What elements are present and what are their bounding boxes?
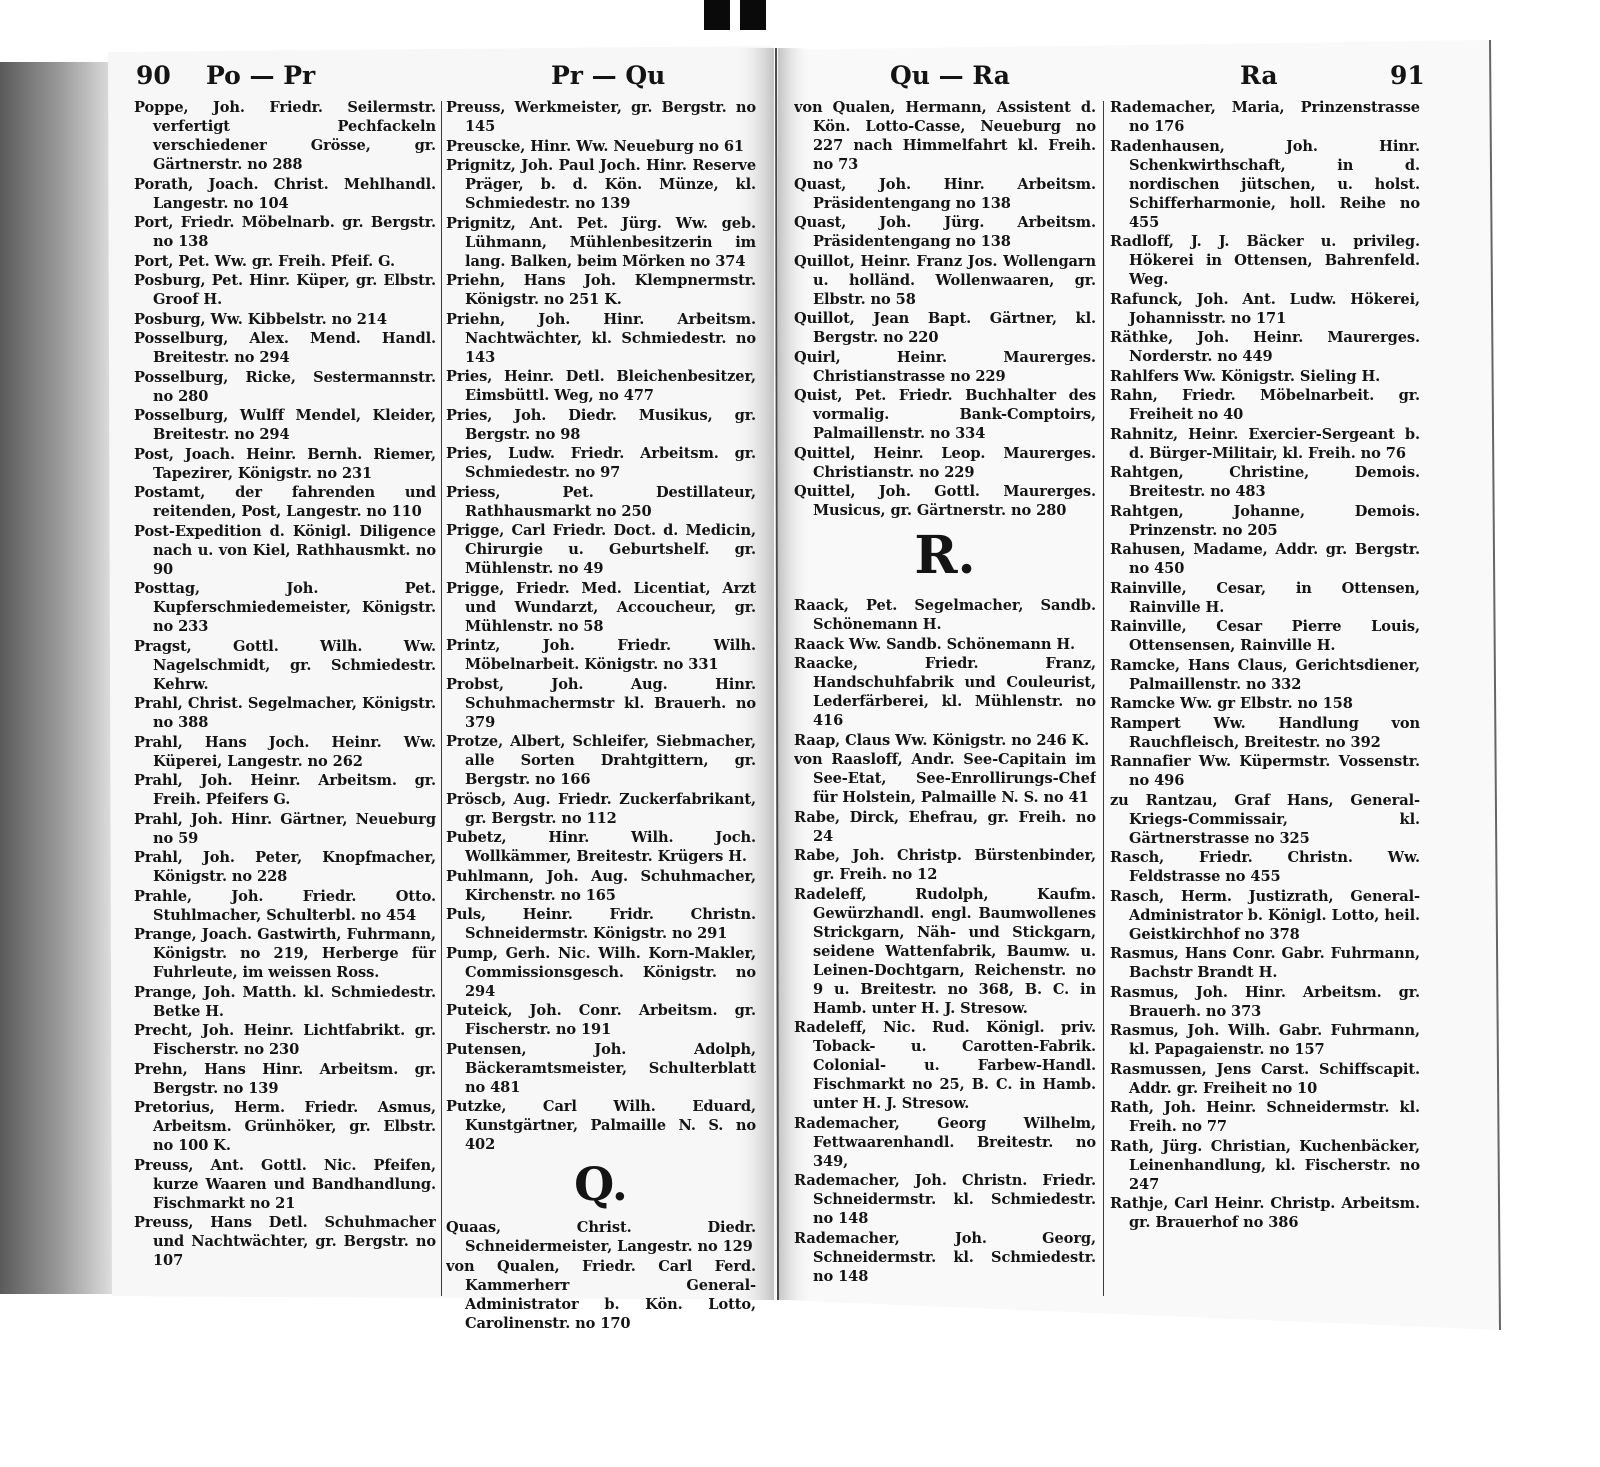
directory-entry: Rasmussen, Jens Carst. Schiffscapit. Addr. gr. Freiheit no 10	[1110, 1060, 1420, 1097]
directory-entry: Rahusen, Madame, Addr. gr. Bergstr. no 450	[1110, 541, 1420, 577]
directory-entry: Rahnitz, Heinr. Exercier-Sergeant b. d. Bürger-Militair, kl. Freih. no 76	[1110, 425, 1420, 462]
directory-entry: Prahl, Hans Joch. Heinr. Ww. Küperei, Langestr. no 262	[134, 733, 436, 770]
section-letter-heading: Q.	[574, 1157, 628, 1211]
right-page-column-2	[1110, 98, 1420, 1233]
directory-entry: Rasmus, Joh. Hinr. Arbeitsm. gr. Brauerh. no 373	[1110, 983, 1420, 1020]
directory-entry: Prigge, Friedr. Med. Licentiat, Arzt und Wundarzt, Accoucheur, gr. Mühlenstr. no 58	[446, 579, 756, 635]
directory-entry: Quittel, Joh. Gottl. Maurerges. Musicus, gr. Gärtnerstr. no 280	[794, 483, 1096, 519]
running-head-left: Po — Pr	[206, 61, 316, 90]
right-page-header	[792, 61, 1432, 101]
directory-entry: Quillot, Heinr. Franz Jos. Wollengarn u. holländ. Wollenwaaren, gr. Elbstr. no 58	[794, 252, 1096, 308]
directory-entry: Prahl, Joh. Heinr. Arbeitsm. gr. Freih. Pfeifers G.	[134, 772, 436, 808]
directory-entry: Quittel, Heinr. Leop. Maurerges. Christianstr. no 229	[794, 444, 1096, 481]
right-page	[792, 55, 1432, 1295]
column-divider	[441, 101, 442, 1296]
directory-entry: Poppe, Joh. Friedr. Seilermstr. verfertigt Pechfackeln verschiedener Grösse, gr. Gärtnerstr. no 288	[134, 99, 436, 173]
directory-entry: Quirl, Heinr. Maurerges. Christianstrasse no 229	[794, 348, 1096, 385]
directory-entry: Rademacher, Georg Wilhelm, Fettwaarenhandl. Breitestr. no 349,	[794, 1114, 1096, 1170]
directory-entry: Raack Ww. Sandb. Schönemann H.	[794, 635, 1076, 653]
directory-entry: Post, Joach. Heinr. Bernh. Riemer, Tapezirer, Königstr. no 231	[134, 445, 436, 482]
left-page	[126, 55, 756, 1332]
directory-entry: Pries, Joh. Diedr. Musikus, gr. Bergstr. no 98	[446, 406, 756, 443]
directory-entry: Rath, Joh. Heinr. Schneidermstr. kl. Freih. no 77	[1110, 1099, 1420, 1135]
directory-entry: Radeleff, Rudolph, Kaufm. Gewürzhandl. engl. Baumwollenes Strickgarn, Näh- und Stickgarn, seidene Wattenfabrik, Baumw. u. Leinen-Dochtgarn, Reichenstr. no 9 u. Breitestr. no 368, B. C. in Hamb. unter H. J. Stresow.	[794, 885, 1096, 1017]
left-page-header	[126, 61, 756, 101]
directory-entry: Quaas, Christ. Diedr. Schneidermeister, Langestr. no 129	[446, 1219, 756, 1255]
directory-entry: Quist, Pet. Friedr. Buchhalter des vormalig. Bank-Comptoirs, Palmaillenstr. no 334	[794, 387, 1096, 442]
directory-entry: Putzke, Carl Wilh. Eduard, Kunstgärtner, Palmaille N. S. no 402	[446, 1098, 756, 1153]
directory-entry: Rademacher, Maria, Prinzenstrasse no 176	[1110, 99, 1420, 135]
directory-entry: von Raasloff, Andr. See-Capitain im See-Etat, See-Enrollirungs-Chef für Holstein, Palmaille N. S. no 41	[794, 751, 1096, 806]
directory-entry: Quast, Joh. Jürg. Arbeitsm. Präsidentengang no 138	[794, 214, 1096, 250]
directory-entry: Postamt, der fahrenden und reitenden, Post, Langestr. no 110	[134, 484, 436, 520]
directory-entry: Rasch, Herm. Justizrath, General-Administrator b. Königl. Lotto, heil. Geistkirchhof no 378	[1110, 887, 1420, 943]
directory-entry: Raack, Pet. Segelmacher, Sandb. Schönemann H.	[794, 597, 1096, 633]
directory-entry: Prehn, Hans Hinr. Arbeitsm. gr. Bergstr. no 139	[134, 1060, 436, 1097]
running-head-right: Pr — Qu	[551, 61, 666, 90]
directory-entry: Porath, Joach. Christ. Mehlhandl. Langestr. no 104	[134, 175, 436, 212]
directory-entry: von Qualen, Hermann, Assistent d. Kön. Lotto-Casse, Neueburg no 227 nach Himmelfahrt kl. Freih. no 73	[794, 99, 1096, 173]
directory-entry: Protze, Albert, Schleifer, Siebmacher, alle Sorten Drahtgittern, gr. Bergstr. no 166	[446, 733, 756, 788]
directory-entry: Rahn, Friedr. Möbelnarbeit. gr. Freiheit no 40	[1110, 387, 1420, 423]
left-page-column-2	[446, 98, 756, 1333]
directory-entry: Radloff, J. J. Bäcker u. privileg. Hökerei in Ottensen, Bahrenfeld. Weg.	[1110, 233, 1420, 288]
directory-entry: Radeleff, Nic. Rud. Königl. priv. Toback- u. Carotten-Fabrik. Colonial- u. Farbew-Handl. Fischmarkt no 25, B. C. in Hamb. unter H. J. Stresow.	[794, 1019, 1096, 1112]
directory-entry: Rampert Ww. Handlung von Rauchfleisch, Breitestr. no 392	[1110, 714, 1420, 751]
directory-entry: Ramcke, Hans Claus, Gerichtsdiener, Palmaillenstr. no 332	[1110, 656, 1420, 693]
directory-entry: Räthke, Joh. Heinr. Maurerges. Norderstr. no 449	[1110, 329, 1420, 365]
directory-entry: Prigge, Carl Friedr. Doct. d. Medicin, Chirurgie u. Geburtshelf. gr. Mühlenstr. no 49	[446, 522, 756, 577]
directory-entry: Priess, Pet. Destillateur, Rathhausmarkt no 250	[446, 483, 756, 520]
directory-entry: Puhlmann, Joh. Aug. Schuhmacher, Kirchenstr. no 165	[446, 867, 756, 904]
directory-entry: Prignitz, Ant. Pet. Jürg. Ww. geb. Lühmann, Mühlenbesitzerin im lang. Balken, beim Mörken no 374	[446, 214, 756, 270]
directory-entry: Port, Pet. Ww. gr. Freih. Pfeif. G.	[134, 252, 395, 270]
directory-entry: Rahtgen, Johanne, Demois. Prinzenstr. no 205	[1110, 502, 1420, 539]
left-page-column-1	[134, 98, 436, 1271]
directory-entry: Quast, Joh. Hinr. Arbeitsm. Präsidentengang no 138	[794, 175, 1096, 212]
directory-entry: Pries, Heinr. Detl. Bleichenbesitzer, Eimsbüttl. Weg, no 477	[446, 368, 756, 404]
directory-entry: Preuss, Hans Detl. Schuhmacher und Nachtwächter, gr. Bergstr. no 107	[134, 1214, 436, 1269]
running-head-left: Qu — Ra	[890, 61, 1010, 90]
page-number: 91	[1390, 61, 1425, 90]
directory-entry: Port, Friedr. Möbelnarb. gr. Bergstr. no 138	[134, 214, 436, 250]
directory-entry: Priehn, Hans Joh. Klempnermstr. Königstr. no 251 K.	[446, 272, 756, 308]
column-divider	[1103, 101, 1104, 1296]
directory-entry: Pragst, Gottl. Wilh. Ww. Nagelschmidt, gr. Schmiedestr. Kehrw.	[134, 637, 436, 693]
directory-entry: Precht, Joh. Heinr. Lichtfabrikt. gr. Fischerstr. no 230	[134, 1022, 436, 1058]
directory-entry: Rabe, Joh. Christp. Bürstenbinder, gr. Freih. no 12	[794, 847, 1096, 883]
directory-entry: Puls, Heinr. Fridr. Christn. Schneidermstr. Königstr. no 291	[446, 906, 756, 942]
running-head-right: Ra	[1240, 61, 1278, 90]
directory-entry: Raap, Claus Ww. Königstr. no 246 K.	[794, 731, 1090, 749]
directory-entry: Rafunck, Joh. Ant. Ludw. Hökerei, Johannisstr. no 171	[1110, 290, 1420, 327]
directory-entry: Rabe, Dirck, Ehefrau, gr. Freih. no 24	[794, 808, 1096, 845]
directory-entry: Prahl, Joh. Hinr. Gärtner, Neueburg no 59	[134, 810, 436, 847]
directory-entry: Radenhausen, Joh. Hinr. Schenkwirthschaft, in d. nordischen jütschen, u. holst. Schifferharmonie, holl. Reihe no 455	[1110, 137, 1420, 231]
directory-entry: Ramcke Ww. gr Elbstr. no 158	[1110, 695, 1353, 712]
directory-entry: Post-Expedition d. Königl. Diligence nach u. von Kiel, Rathhausmkt. no 90	[134, 522, 436, 578]
directory-entry: Rath, Jürg. Christian, Kuchenbäcker, Leinenhandlung, kl. Fischerstr. no 247	[1110, 1137, 1420, 1193]
directory-entry: Prange, Joach. Gastwirth, Fuhrmann, Königstr. no 219, Herberge für Fuhrleute, im weissen Ross.	[134, 926, 436, 981]
directory-entry: Rasch, Friedr. Christn. Ww. Feldstrasse no 455	[1110, 849, 1420, 885]
directory-entry: Rathje, Carl Heinr. Christp. Arbeitsm. gr. Brauerhof no 386	[1110, 1195, 1420, 1231]
directory-entry: Printz, Joh. Friedr. Wilh. Möbelnarbeit. Königstr. no 331	[446, 637, 756, 673]
right-page-column-1	[794, 98, 1096, 1286]
directory-entry: Rasmus, Hans Conr. Gabr. Fuhrmann, Bachstr Brandt H.	[1110, 945, 1420, 981]
directory-entry: Prignitz, Joh. Paul Joch. Hinr. Reserve Präger, b. d. Kön. Münze, kl. Schmiedestr. no 139	[446, 157, 756, 212]
directory-entry: Priehn, Joh. Hinr. Arbeitsm. Nachtwächter, kl. Schmiedestr. no 143	[446, 310, 756, 366]
directory-entry: Rademacher, Joh. Georg, Schneidermstr. kl. Schmiedestr. no 148	[794, 1229, 1096, 1285]
directory-entry: Rahlfers Ww. Königstr. Sieling H.	[1110, 367, 1381, 385]
directory-entry: Posburg, Ww. Kibbelstr. no 214	[134, 310, 387, 328]
directory-entry: Preuscke, Hinr. Ww. Neueburg no 61	[446, 137, 744, 155]
directory-entry: Pries, Ludw. Friedr. Arbeitsm. gr. Schmiedestr. no 97	[446, 445, 756, 481]
section-letter-heading: R.	[914, 525, 976, 586]
directory-entry: Quillot, Jean Bapt. Gärtner, kl. Bergstr. no 220	[794, 310, 1096, 346]
directory-entry: Pretorius, Herm. Friedr. Asmus, Arbeitsm. Grünhöker, gr. Elbstr. no 100 K.	[134, 1099, 436, 1154]
directory-entry: Posttag, Joh. Pet. Kupferschmiedemeister, Königstr. no 233	[134, 580, 436, 635]
directory-entry: Prange, Joh. Matth. kl. Schmiedestr. Betke H.	[134, 983, 436, 1020]
directory-entry: Puteick, Joh. Conr. Arbeitsm. gr. Fischerstr. no 191	[446, 1002, 756, 1038]
directory-entry: Posselburg, Alex. Mend. Handl. Breitestr. no 294	[134, 330, 436, 366]
directory-entry: von Qualen, Friedr. Carl Ferd. Kammerherr General-Administrator b. Kön. Lotto, Carolinenstr. no 170	[446, 1257, 756, 1332]
directory-entry: Posburg, Pet. Hinr. Küper, gr. Elbstr. Groof H.	[134, 272, 436, 308]
directory-entry: Rainville, Cesar Pierre Louis, Ottensensen, Rainville H.	[1110, 618, 1420, 654]
directory-entry: Posselburg, Wulff Mendel, Kleider, Breitestr. no 294	[134, 407, 436, 443]
directory-entry: Pröscb, Aug. Friedr. Zuckerfabrikant, gr. Bergstr. no 112	[446, 790, 756, 827]
directory-entry: Preuss, Ant. Gottl. Nic. Pfeifen, kurze Waaren und Bandhandlung. Fischmarkt no 21	[134, 1156, 436, 1212]
directory-entry: Pump, Gerh. Nic. Wilh. Korn-Makler, Commissionsgesch. Königstr. no 294	[446, 944, 756, 1000]
directory-entry: Rainville, Cesar, in Ottensen, Rainville H.	[1110, 579, 1420, 616]
directory-entry: Rahtgen, Christine, Demois. Breitestr. no 483	[1110, 464, 1420, 500]
directory-entry: Prahl, Joh. Peter, Knopfmacher, Königstr. no 228	[134, 849, 436, 885]
directory-entry: Putensen, Joh. Adolph, Bäckeramtsmeister, Schulterblatt no 481	[446, 1040, 756, 1096]
directory-entry: Probst, Joh. Aug. Hinr. Schuhmachermstr kl. Brauerh. no 379	[446, 675, 756, 731]
directory-entry: Rademacher, Joh. Christn. Friedr. Schneidermstr. kl. Schmiedestr. no 148	[794, 1172, 1096, 1227]
directory-entry: Rasmus, Joh. Wilh. Gabr. Fuhrmann, kl. Papagaienstr. no 157	[1110, 1022, 1420, 1058]
directory-entry: Rannafier Ww. Küpermstr. Vossenstr. no 496	[1110, 753, 1420, 789]
directory-entry: Raacke, Friedr. Franz, Handschuhfabrik und Couleurist, Lederfärberei, kl. Mühlenstr. no 416	[794, 655, 1096, 729]
directory-entry: Prahl, Christ. Segelmacher, Königstr. no 388	[134, 695, 436, 731]
directory-entry: Pubetz, Hinr. Wilh. Joch. Wollkämmer, Breitestr. Krügers H.	[446, 829, 756, 865]
directory-entry: Preuss, Werkmeister, gr. Bergstr. no 145	[446, 99, 756, 135]
directory-entry: Posselburg, Ricke, Sestermannstr. no 280	[134, 368, 436, 405]
directory-entry: zu Rantzau, Graf Hans, General-Kriegs-Commissair, kl. Gärtnerstrasse no 325	[1110, 791, 1420, 847]
directory-entry: Prahle, Joh. Friedr. Otto. Stuhlmacher, Schulterbl. no 454	[134, 887, 436, 924]
page-number: 90	[136, 61, 171, 90]
